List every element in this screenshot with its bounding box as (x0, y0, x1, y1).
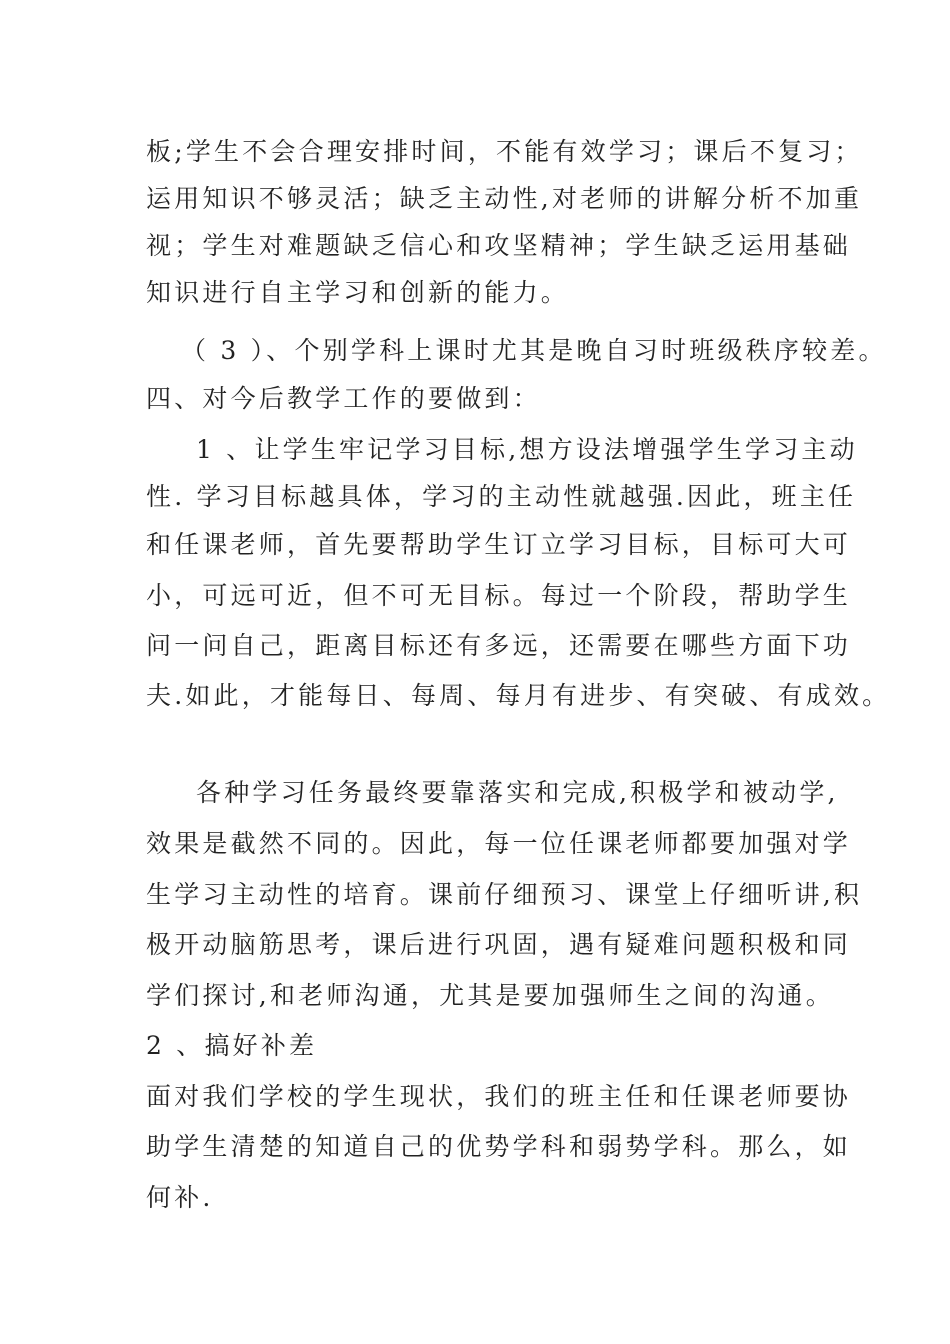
text-line-1: 板;学生不会合理安排时间，不能有效学习；课后不复习； (146, 137, 863, 166)
text-line-17: 学们探讨,和老师沟通，尤其是要加强师生之间的沟通。 (146, 981, 834, 1010)
text-line-12: 夫.如此，才能每日、每周、每月有进步、有突破、有成效。 (146, 681, 891, 710)
text-line-8: 性. 学习目标越具体，学习的主动性就越强.因此，班主任 (146, 482, 857, 511)
text-line-2: 运用知识不够灵活；缺乏主动性,对老师的讲解分析不加重 (146, 184, 863, 213)
text-line-3: 视；学生对难题缺乏信心和攻坚精神；学生缺乏运用基础 (146, 231, 852, 260)
text-line-13: 各种学习任务最终要靠落实和完成,积极学和被动学, (196, 778, 839, 807)
text-line-10: 小，可远可近，但不可无目标。每过一个阶段，帮助学生 (146, 581, 852, 610)
text-line-14: 效果是截然不同的。因此，每一位任课老师都要加强对学 (146, 829, 852, 858)
text-line-9: 和任课老师，首先要帮助学生订立学习目标，目标可大可 (146, 530, 852, 559)
text-line-4: 知识进行自主学习和创新的能力。 (146, 278, 570, 307)
section-heading: 四、对今后教学工作的要做到： (146, 384, 541, 413)
text-line-16: 极开动脑筋思考，课后进行巩固，遇有疑难问题积极和同 (146, 930, 852, 959)
subsection-heading: 2 、搞好补差 (146, 1031, 318, 1060)
text-line-21: 何补. (146, 1183, 214, 1212)
text-line-11: 问一问自己，距离目标还有多远，还需要在哪些方面下功 (146, 631, 852, 660)
text-line-7: 1 、让学生牢记学习目标,想方设法增强学生学习主动 (196, 435, 858, 464)
text-line-15: 生学习主动性的培育。课前仔细预习、课堂上仔细听讲,积 (146, 880, 863, 909)
text-line-20: 助学生清楚的知道自己的优势学科和弱势学科。那么，如 (146, 1132, 852, 1161)
text-line-5: （ 3 ）、个别学科上课时尤其是晚自习时班级秩序较差。 (181, 336, 887, 365)
text-line-19: 面对我们学校的学生现状，我们的班主任和任课老师要协 (146, 1082, 852, 1111)
